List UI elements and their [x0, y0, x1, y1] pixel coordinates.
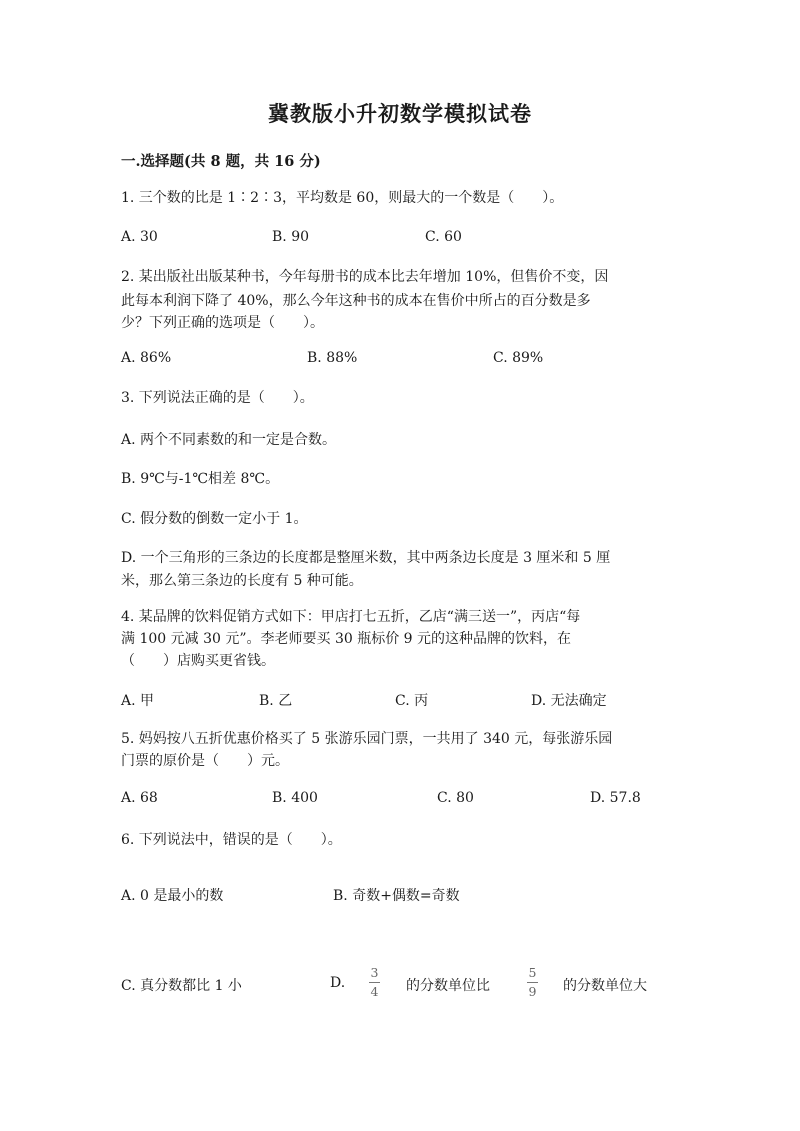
question-5-line-2: 门票的原价是（ ）元。: [121, 753, 289, 769]
q6-option-d-middle-text: 的分数单位比: [406, 978, 490, 994]
section-heading: 一.选择题(共 8 题，共 16 分): [121, 153, 321, 170]
q5-option-a[interactable]: A. 68: [121, 790, 158, 806]
q6-option-d-label[interactable]: D.: [330, 975, 346, 991]
q4-option-b[interactable]: B. 乙: [259, 693, 293, 709]
fraction-three-quarters: [369, 966, 380, 999]
question-4-line-2: 满 100 元减 30 元”。李老师要买 30 瓶标价 9 元的这种品牌的饮料，在: [121, 631, 572, 647]
q3-option-b[interactable]: B. 9℃与-1℃相差 8℃。: [121, 471, 280, 487]
question-2-line-1: 2. 某出版社出版某种书，今年每册书的成本比去年增加 10%，但售价不变，因: [121, 269, 609, 285]
question-4-line-3: （ ）店购买更省钱。: [121, 653, 275, 669]
question-5-line-1: 5. 妈妈按八五折优惠价格买了 5 张游乐园门票，一共用了 340 元，每张游乐园: [121, 731, 613, 747]
q2-option-a[interactable]: A. 86%: [121, 350, 172, 366]
q4-option-c[interactable]: C. 丙: [395, 693, 429, 709]
q5-option-b[interactable]: B. 400: [272, 790, 318, 806]
q3-option-a[interactable]: A. 两个不同素数的和一定是合数。: [121, 432, 337, 448]
page-title: 冀教版小升初数学模拟试卷: [268, 101, 532, 126]
question-6-stem: 6. 下列说法中，错误的是（ ）。: [121, 832, 342, 848]
question-1-stem: 1. 三个数的比是 1∶2∶3，平均数是 60，则最大的一个数是（ ）。: [121, 190, 564, 206]
q4-option-d[interactable]: D. 无法确定: [531, 693, 607, 709]
fraction-numerator: 3: [370, 965, 379, 980]
q3-option-d-line-1[interactable]: D. 一个三角形的三条边的长度都是整厘米数，其中两条边长度是 3 厘米和 5 厘: [121, 550, 611, 566]
q6-option-b[interactable]: B. 奇数+偶数=奇数: [333, 888, 460, 904]
q2-option-c[interactable]: C. 89%: [493, 350, 544, 366]
q1-option-a[interactable]: A. 30: [121, 229, 158, 245]
q6-option-c[interactable]: C. 真分数都比 1 小: [121, 978, 242, 994]
fraction-five-ninths: [527, 966, 538, 999]
question-4-line-1: 4. 某品牌的饮料促销方式如下：甲店打七五折，乙店“满三送一”，丙店“每: [121, 609, 581, 625]
question-2-line-2: 此每本利润下降了 40%，那么今年这种书的成本在售价中所占的百分数是多: [121, 293, 591, 309]
q3-option-d-line-2[interactable]: 米，那么第三条边的长度有 5 种可能。: [121, 573, 363, 589]
q1-option-b[interactable]: B. 90: [272, 229, 310, 245]
q5-option-c[interactable]: C. 80: [437, 790, 474, 806]
fraction-denominator: 9: [528, 984, 537, 999]
q5-option-d[interactable]: D. 57.8: [590, 790, 641, 806]
question-2-line-3: 少？下列正确的选项是（ ）。: [121, 315, 324, 331]
fraction-bar: [527, 982, 538, 983]
q6-option-d-end-text: 的分数单位大: [563, 978, 647, 994]
q4-option-a[interactable]: A. 甲: [121, 693, 155, 709]
q6-option-a[interactable]: A. 0 是最小的数: [121, 888, 224, 904]
question-3-stem: 3. 下列说法正确的是（ ）。: [121, 390, 314, 406]
q2-option-b[interactable]: B. 88%: [307, 350, 358, 366]
q1-option-c[interactable]: C. 60: [425, 229, 462, 245]
fraction-bar: [369, 982, 380, 983]
fraction-numerator: 5: [528, 965, 537, 980]
fraction-denominator: 4: [370, 984, 379, 999]
q3-option-c[interactable]: C. 假分数的倒数一定小于 1。: [121, 511, 308, 527]
